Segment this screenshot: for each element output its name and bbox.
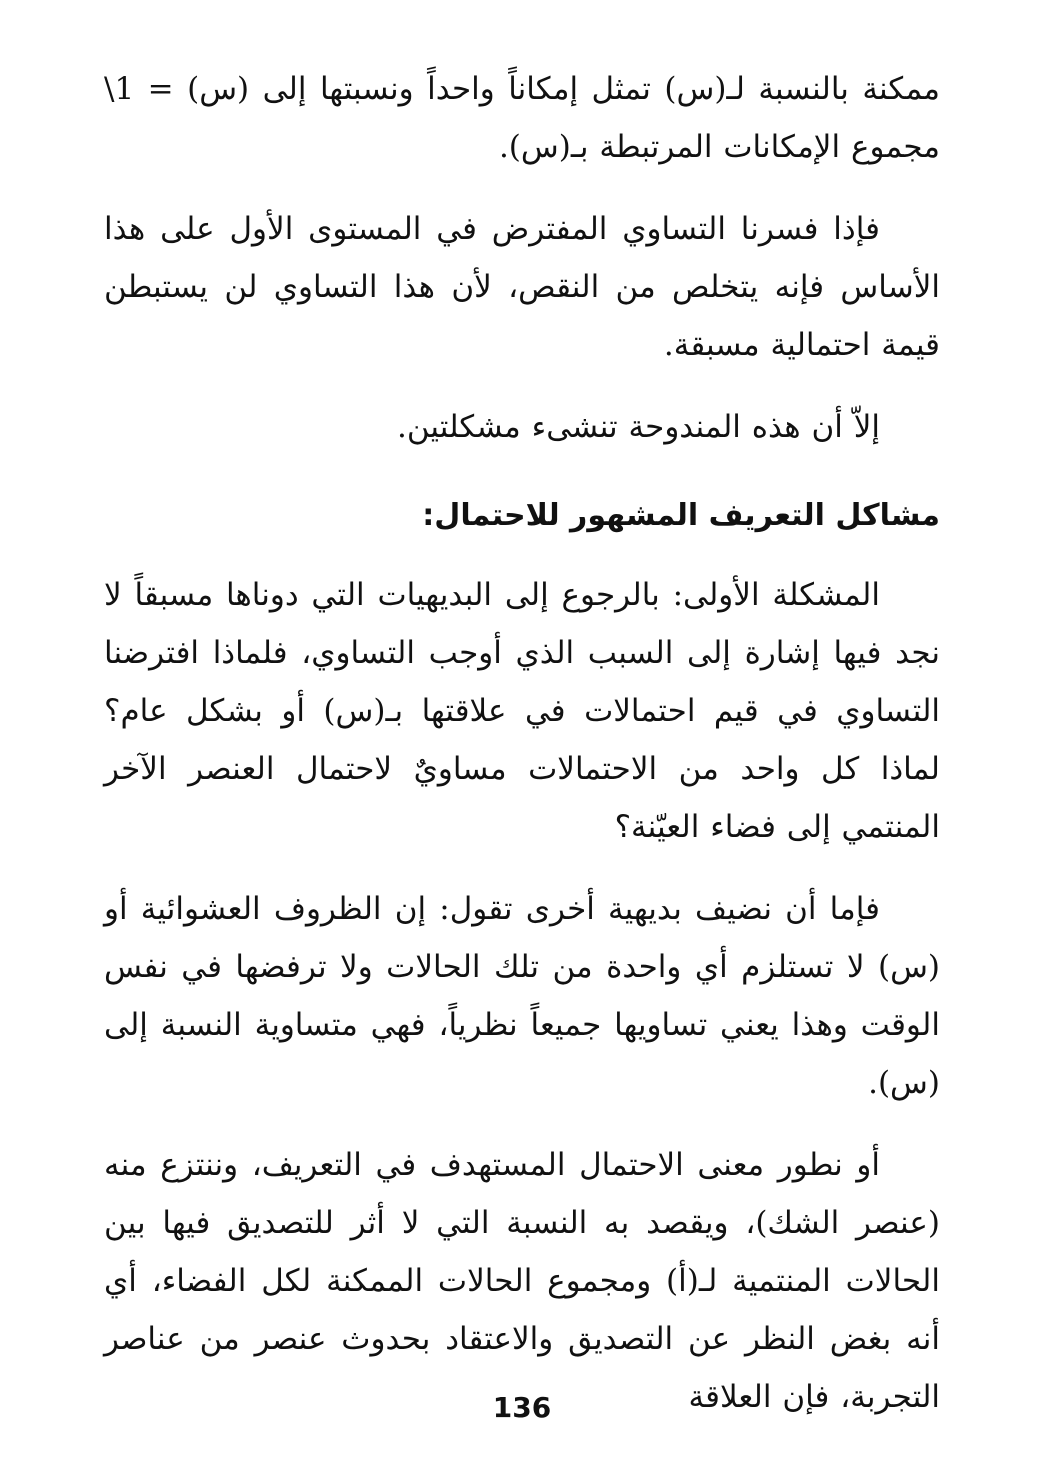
paragraph-doubt-element: أو نطور معنى الاحتمال المستهدف في التعريف، وننتزع منه (عنصر الشك)، ويقصد به النسبة التي لا أثر للتصديق فيها بين الحالات المنتمية لـ(أ) ومجموع الحالات الممكنة لكل الفضاء، أي أنه بغض النظر عن التصديق والاعتقاد بحدوث عنصر من عناصر التجربة، فإن العلاقة <box>104 1147 940 1415</box>
paragraph-continuation: ممكنة بالنسبة لـ(س) تمثل إمكاناً واحداً ونسبتها إلى (س) = 1\ مجموع الإمكانات المرتبطة بـ(س). <box>104 71 940 165</box>
paragraph-two-problems: إلاّ أن هذه المندوحة تنشىء مشكلتين. <box>396 409 880 445</box>
paragraph-first-problem: المشكلة الأولى: بالرجوع إلى البديهيات التي دوناها مسبقاً لا نجد فيها إشارة إلى السبب الذي أوجب التساوي، فلماذا افترضنا التساوي في قيم احتمالات في علاقتها بـ(س) أو بشكل عام؟ لماذا كل واحد من الاحتمالات مساويٌ لاحتمال العنصر الآخر المنتمي إلى فضاء العيّنة؟ <box>104 577 940 845</box>
paragraph-additional-axiom: فإما أن نضيف بديهية أخرى تقول: إن الظروف العشوائية أو (س) لا تستلزم أي واحدة من تلك الحالات ولا ترفضها في نفس الوقت وهذا يعني تساويها جميعاً نظرياً، فهي متساوية النسبة إلى (س). <box>104 891 940 1101</box>
paragraph-equality-interpretation: فإذا فسرنا التساوي المفترض في المستوى الأول على هذا الأساس فإنه يتخلص من النقص، لأن هذا التساوي لن يستبطن قيمة احتمالية مسبقة. <box>104 211 940 363</box>
page-body <box>104 60 940 1426</box>
page-number: 136 <box>492 1391 552 1424</box>
section-heading: مشاكل التعريف المشهور للاحتمال: <box>422 498 940 533</box>
